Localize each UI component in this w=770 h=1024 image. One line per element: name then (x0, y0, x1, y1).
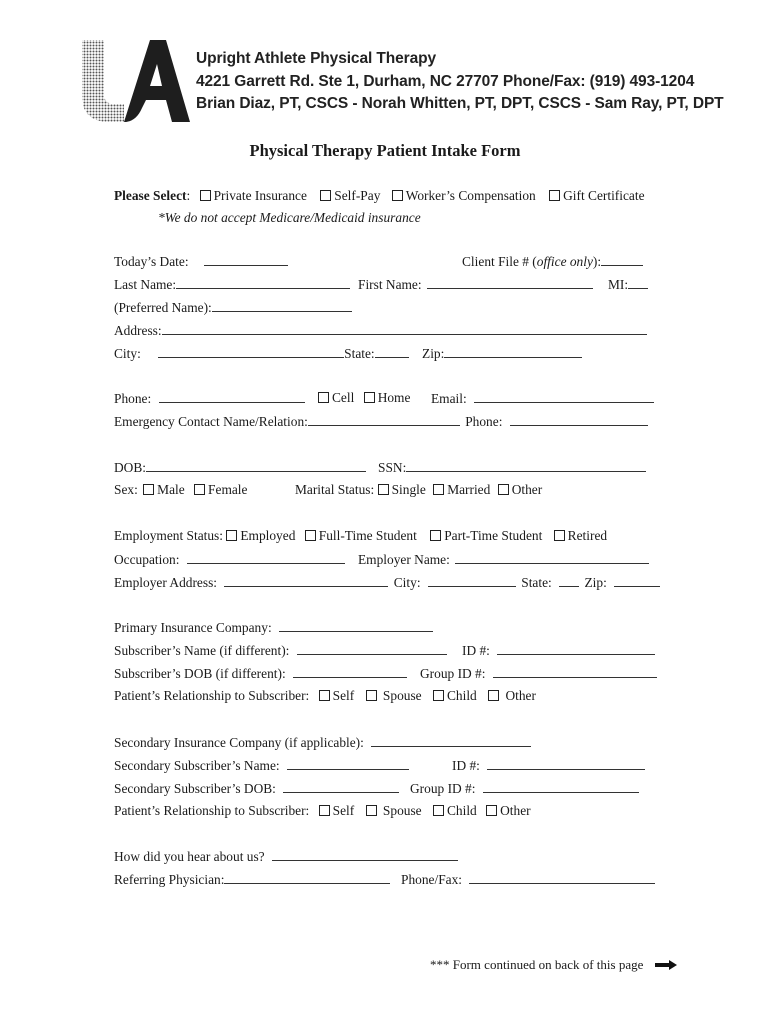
practice-name: Upright Athlete Physical Therapy (196, 50, 436, 67)
first-name-input[interactable] (427, 276, 593, 289)
secondary-other-checkbox[interactable] (486, 805, 497, 816)
home-checkbox[interactable] (364, 392, 375, 403)
primary-other-checkbox[interactable] (488, 690, 499, 701)
todays-date-field: Today’s Date: (114, 253, 288, 270)
practice-staff: Brian Diaz, PT, CSCS - Norah Whitten, PT, DPT, CSCS - Sam Ray, PT, DPT (196, 95, 724, 112)
primary-child-checkbox[interactable] (433, 690, 444, 701)
email-input[interactable] (474, 390, 654, 403)
city-field: City: State: Zip: (114, 345, 582, 362)
secondary-self-checkbox[interactable] (319, 805, 330, 816)
zip-input[interactable] (444, 345, 582, 358)
preferred-name-field: (Preferred Name): (114, 299, 352, 316)
employer-address-input[interactable] (224, 574, 388, 587)
primary-relationship-field: Patient’s Relationship to Subscriber: Self Spouse Child Other (114, 688, 536, 703)
secondary-id-input[interactable] (487, 757, 645, 770)
occupation-input[interactable] (187, 551, 345, 564)
referring-physician-field: Referring Physician: (114, 871, 390, 888)
marital-status-field: Marital Status: Single Married Other (295, 482, 543, 497)
preferred-name-input[interactable] (212, 299, 352, 312)
primary-spouse-checkbox[interactable] (366, 690, 377, 701)
employer-zip-input[interactable] (614, 574, 660, 587)
last-name-input[interactable] (176, 276, 350, 289)
client-file-input[interactable] (601, 253, 643, 266)
mi-field: MI: (608, 276, 648, 293)
dob-input[interactable] (146, 459, 366, 472)
marital-other-checkbox[interactable] (498, 484, 509, 495)
cell-checkbox[interactable] (318, 392, 329, 403)
self-pay-checkbox[interactable] (320, 190, 331, 201)
physician-phone-fax-input[interactable] (469, 871, 655, 884)
primary-id-input[interactable] (497, 642, 655, 655)
address-field: Address: (114, 322, 647, 339)
phone-field: Phone: (114, 390, 305, 407)
state-input[interactable] (375, 345, 409, 358)
primary-group-id-field: Group ID #: (420, 665, 657, 682)
sex-field: Sex: Male Female (114, 482, 248, 497)
ssn-input[interactable] (406, 459, 646, 472)
secondary-subscriber-dob-field: Secondary Subscriber’s DOB: (114, 780, 399, 797)
married-checkbox[interactable] (433, 484, 444, 495)
arrow-right-icon (655, 960, 677, 970)
how-heard-field: How did you hear about us? (114, 848, 458, 865)
part-time-student-checkbox[interactable] (430, 530, 441, 541)
employment-status-field: Employment Status: Employed Full-Time Student Part-Time Student Retired (114, 528, 608, 543)
secondary-group-id-input[interactable] (483, 780, 639, 793)
gift-certificate-checkbox[interactable] (549, 190, 560, 201)
retired-checkbox[interactable] (554, 530, 565, 541)
secondary-subscriber-name-field: Secondary Subscriber’s Name: (114, 757, 409, 774)
secondary-relationship-field: Patient’s Relationship to Subscriber: Self Spouse Child Other (114, 803, 531, 818)
employer-city-input[interactable] (428, 574, 516, 587)
female-checkbox[interactable] (194, 484, 205, 495)
how-heard-input[interactable] (272, 848, 458, 861)
phone-type-field: Cell Home (318, 390, 410, 406)
physician-phone-fax-field: Phone/Fax: (401, 871, 655, 888)
secondary-insurance-input[interactable] (371, 734, 531, 747)
city-input[interactable] (158, 345, 344, 358)
referring-physician-input[interactable] (224, 871, 390, 884)
secondary-subscriber-name-input[interactable] (287, 757, 409, 770)
form-continued-note: *** Form continued on back of this page (430, 957, 677, 973)
employed-checkbox[interactable] (226, 530, 237, 541)
subscriber-name-input[interactable] (297, 642, 447, 655)
dob-field: DOB: (114, 459, 366, 476)
last-name-field: Last Name: (114, 276, 350, 293)
secondary-spouse-checkbox[interactable] (366, 805, 377, 816)
employer-name-input[interactable] (455, 551, 649, 564)
employer-name-field: Employer Name: (358, 551, 649, 568)
please-select-label: Please Select (114, 188, 187, 203)
single-checkbox[interactable] (378, 484, 389, 495)
primary-id-field: ID #: (462, 642, 655, 659)
upright-athlete-logo (80, 38, 192, 124)
secondary-child-checkbox[interactable] (433, 805, 444, 816)
form-title: Physical Therapy Patient Intake Form (249, 141, 521, 160)
subscriber-dob-field: Subscriber’s DOB (if different): (114, 665, 407, 682)
workers-comp-checkbox[interactable] (392, 190, 403, 201)
first-name-field: First Name: (358, 276, 593, 293)
address-input[interactable] (162, 322, 647, 335)
secondary-insurance-field: Secondary Insurance Company (if applicable): (114, 734, 531, 751)
subscriber-dob-input[interactable] (293, 665, 407, 678)
practice-address: 4221 Garrett Rd. Ste 1, Durham, NC 27707 Phone/Fax: (919) 493-1204 (196, 73, 695, 90)
primary-insurance-input[interactable] (279, 619, 433, 632)
emergency-contact-input[interactable] (308, 413, 460, 426)
secondary-subscriber-dob-input[interactable] (283, 780, 399, 793)
primary-self-checkbox[interactable] (319, 690, 330, 701)
full-time-student-checkbox[interactable] (305, 530, 316, 541)
medicare-note: *We do not accept Medicare/Medicaid insurance (158, 210, 421, 225)
emergency-phone-input[interactable] (510, 413, 648, 426)
employer-state-input[interactable] (559, 574, 579, 587)
employer-address-field: Employer Address: City: State: Zip: (114, 574, 660, 591)
ssn-field: SSN: (378, 459, 646, 476)
male-checkbox[interactable] (143, 484, 154, 495)
primary-insurance-field: Primary Insurance Company: (114, 619, 433, 636)
subscriber-name-field: Subscriber’s Name (if different): (114, 642, 447, 659)
secondary-group-id-field: Group ID #: (410, 780, 639, 797)
mi-input[interactable] (628, 276, 648, 289)
primary-group-id-input[interactable] (493, 665, 657, 678)
private-insurance-checkbox[interactable] (200, 190, 211, 201)
emergency-contact-field: Emergency Contact Name/Relation: Phone: (114, 413, 648, 430)
please-select-row: Please Select: Private Insurance Self-Pay Worker’s Compensation Gift Certificate (114, 188, 645, 203)
email-field: Email: (431, 390, 654, 407)
phone-input[interactable] (159, 390, 305, 403)
client-file-field: Client File # (office only): (462, 253, 643, 270)
secondary-id-field: ID #: (452, 757, 645, 774)
todays-date-input[interactable] (204, 253, 288, 266)
occupation-field: Occupation: (114, 551, 345, 568)
